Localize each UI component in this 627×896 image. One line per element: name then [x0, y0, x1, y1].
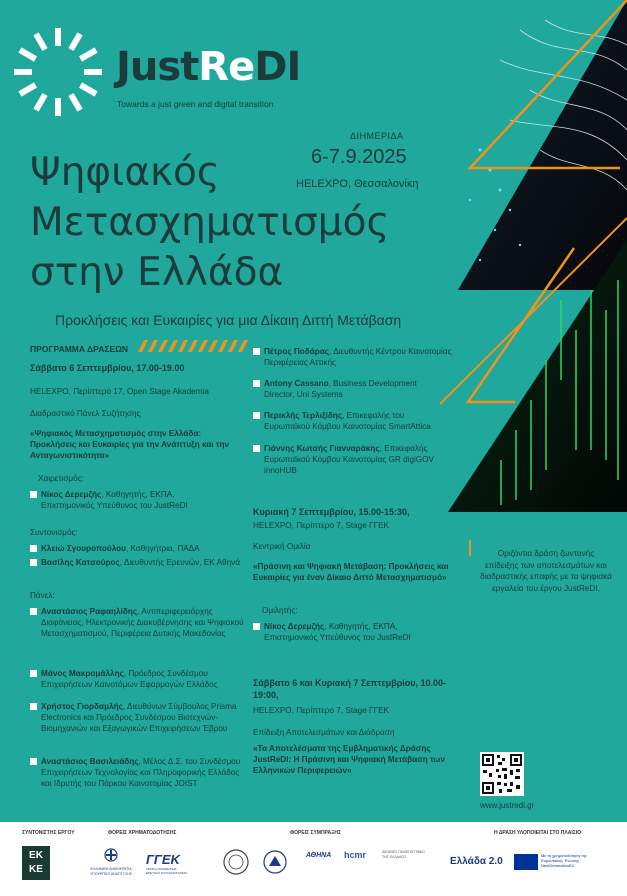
- keynote-speaker: Νίκος Δερεμζής, Καθηγητής, ΕΚΠΑ, Επιστημονικός Υπεύθυνος του JustReDI: [253, 621, 453, 643]
- title-line-3: στην Ελλάδα: [30, 250, 284, 295]
- university-seal-icon: [222, 848, 250, 876]
- ekke-logo: ΕΚ ΚΕ: [22, 846, 50, 880]
- eu-funding-text: Με τη χρηματοδότηση της Ευρωπαϊκής Ένωσης NextGenerationEU: [541, 853, 587, 868]
- panel-type: Διαδραστικό Πάνελ Συζήτησης: [30, 409, 141, 418]
- sunday-place: HELEXPO, Περίπτερο 7, Stage ΓΓΕΚ: [253, 521, 390, 530]
- bullet-square: [30, 559, 37, 566]
- ellada20-logo: Ελλάδα 2.0: [450, 856, 503, 867]
- panel-title: «Ψηφιακός Μετασχηματισμός στην Ελλάδα: Προκλήσεις και Ευκαιρίες για την Ανάπτυξη και την Ανταγωνιστικότητα»: [30, 429, 230, 461]
- brand-tagline: Towards a just green and digital transition: [117, 99, 274, 109]
- greek-emblem-icon: [104, 848, 118, 862]
- side-note: Οριζόντια δράση ζωντανής επίδειξης των αποτελεσμάτων και διαδραστικής επαφής με τα ψηφιακά εργαλεία του έργου JustReDI.: [480, 549, 612, 593]
- panel-label: Πάνελ:: [30, 591, 55, 600]
- bullet-square: [30, 703, 37, 710]
- ggek-text: ΓΓΕΚ: [146, 852, 180, 867]
- event-venue: HELEXPO, Θεσσαλονίκη: [296, 178, 419, 190]
- event-dates: 6-7.9.2025: [311, 146, 407, 168]
- eu-flag-icon: [514, 854, 538, 870]
- page-title: [30, 148, 389, 298]
- event-type: ΔΙΗΜΕΡΙΔΑ: [350, 131, 404, 141]
- brand-just: Just: [116, 44, 199, 90]
- title-line-2: Μετασχηματισμός: [30, 200, 390, 245]
- panelist-8: Γιάννης Κωτσής Γιανναράκης, Επικεφαλής Ευρωπαϊκού Κόμβου Καινοτομίας GR digiGOV innoHUB: [253, 443, 453, 477]
- saturday-place: HELEXPO, Περίπτερο 17, Open Stage Akademia: [30, 387, 209, 396]
- panelist-7: Περικλής Τερλιξίδης, Επικεφαλής του Ευρωπαϊκού Κόμβου Καινοτομίας SmartAttica: [253, 410, 448, 432]
- bullet-square: [30, 608, 37, 615]
- greek-gov-logo: [88, 848, 134, 876]
- bullet-square: [253, 445, 260, 452]
- panelist-1: Αναστάσιος Ραφαηλίδης, Αντιπεριφερειάρχης Διαφάνειας, Ηλεκτρονικής Διακυβέρνησης και Ψηφιακού Μετασχηματισμού, Περιφέρεια Δυτικής Μακεδονίας: [30, 606, 245, 640]
- panelist-3: Χρήστος Γιορδαμλής, Διευθύνων Σύμβουλος Prisma Electronics και Πρόεδρος Συνδέσμου Βιοτεχνών-Βιομηχανιών και Εξαγωγικών Επιχειρήσεων Έβρου: [30, 701, 240, 735]
- welcome-label: Χαιρετισμός:: [38, 474, 84, 483]
- athena-logo: ΑΘΗΝΑ: [306, 852, 332, 859]
- bullet-square: [253, 412, 260, 419]
- coordination-label: Συντονισμός:: [30, 528, 78, 537]
- hcmr-logo: hcmr: [344, 850, 367, 860]
- exhibit-time: Σάββατο 6 και Κυριακή 7 Σεπτεμβρίου, 10.00-19:00,: [253, 678, 447, 700]
- footer-label-funding: ΦΟΡΕΙΣ ΧΡΗΜΑΤΟΔΟΤΗΣΗΣ: [108, 830, 177, 836]
- footer-label-coordinator: ΣΥΝΤΟΝΙΣΤΗΣ ΕΡΓΟΥ: [22, 830, 75, 836]
- brand-re: Re: [198, 44, 255, 90]
- exhibit-place: HELEXPO, Περίπτερο 7, Stage ΓΓΕΚ: [253, 706, 390, 715]
- panelist-6: Antony Cassano, Business Development Director, Uni Systems: [253, 378, 443, 400]
- program-header: ΠΡΟΓΡΑΜΜΑ ΔΡΑΣΕΩΝ: [30, 344, 129, 354]
- justredi-sun-logo: [12, 26, 104, 118]
- keynote-type: Κεντρική Ομιλία: [253, 542, 311, 551]
- panelist-2: Μάνος Μακρομάλλης, Πρόεδρος Συνδέσμου Επιχειρήσεων Καινοτόμων Εφαρμογών Ελλάδος: [30, 668, 235, 690]
- university-seal-2-icon: [262, 848, 288, 876]
- ihu-logo: ΔΙΕΘΝΕΣ ΠΑΝΕΠΙΣΤΗΜΙΟ ΤΗΣ ΕΛΛΑΔΟΣ: [382, 850, 426, 859]
- keynote-title: «Πράσινη και Ψηφιακή Μετάβαση: Προκλήσεις και Ευκαιρίες για έναν Δίκαιο Διττό Μετασχηματισμό»: [253, 562, 449, 583]
- footer-logos: [0, 822, 627, 896]
- bullet-square: [253, 348, 260, 355]
- footer-label-partners: ΦΟΡΕΙΣ ΣΥΜΠΡΑΞΗΣ: [290, 830, 341, 836]
- exhibit-title: «Τα Αποτελέσματα της Εμβληματικής Δράσης JustReDI: Η Πράσινη και Ψηφιακή Μετάβαση των Ελληνικών Περιφερειών»: [253, 744, 445, 776]
- panelist-4: Αναστάσιος Βασιλειάδης, Μέλος Δ.Σ. του Συνδέσμου Επιχειρήσεων Τεχνολογίας και Πληροφορικής Ελλάδος και Ιδρυτής του Πάρκου Καινοτομίας JOIST: [30, 756, 245, 790]
- welcome-speaker: Νίκος Δερεμζής, Καθηγητής, ΕΚΠΑ, Επιστημονικός Υπεύθυνος του JustReDI: [30, 489, 230, 511]
- sunday-time: Κυριακή 7 Σεπτεμβρίου, 15.00-15:30,: [253, 507, 410, 517]
- bullet-square: [253, 623, 260, 630]
- website-link[interactable]: www.justredi.gr: [480, 801, 535, 810]
- bullet-square: [30, 491, 37, 498]
- coordinator-1: Κλειώ Σγουροπούλου, Καθηγήτρια, ΠΑΔΑ: [30, 543, 240, 554]
- brand-logo: [116, 44, 300, 90]
- greek-gov-text: ΕΛΛΗΝΙΚΗ ΔΗΜΟΚΡΑΤΙΑ ΥΠΟΥΡΓΕΙΟ ΑΝΑΠΤΥΞΗΣ: [89, 867, 133, 876]
- ggek-subtext: ΓΕΝΙΚΗ ΓΡΑΜΜΑΤΕΙΑ ΕΡΕΥΝΑΣ ΚΑΙ ΚΑΙΝΟΤΟΜΙΑΣ: [146, 867, 188, 875]
- saturday-time: Σάββατο 6 Σεπτεμβρίου, 17.00-19.00: [30, 363, 185, 373]
- ggek-logo: [146, 852, 190, 875]
- exhibit-type: Επίδειξη Αποτελεσμάτων και Διάδραση: [253, 728, 395, 737]
- bullet-square: [30, 545, 37, 552]
- bullet-square: [30, 758, 37, 765]
- page-subtitle: Προκλήσεις και Ευκαιρίες για μια Δίκαιη Διττή Μετάβαση: [55, 312, 402, 328]
- coordinator-2: Βασίλης Κατσούρος, Διευθυντής Ερευνών, ΕΚ Αθηνά: [30, 557, 245, 568]
- speaker-label: Ομιλητής:: [262, 606, 298, 615]
- orange-stripes-decoration: [138, 340, 248, 352]
- footer-label-framework: Η ΔΡΑΣΗ ΥΛΟΠΟΙΕΙΤΑΙ ΣΤΟ ΠΛΑΙΣΙΟ: [494, 830, 582, 836]
- bullet-square: [30, 670, 37, 677]
- server-image-triangle: [458, 0, 627, 290]
- brand-di: DI: [254, 44, 301, 90]
- qr-code[interactable]: [480, 752, 524, 796]
- title-line-1: Ψηφιακός: [30, 150, 220, 195]
- bullet-square: [253, 380, 260, 387]
- panelist-5: Πέτρος Ποδάρας, Διευθυντής Κέντρου Καινοτομίας Περιφέρειας Αττικής: [253, 346, 453, 368]
